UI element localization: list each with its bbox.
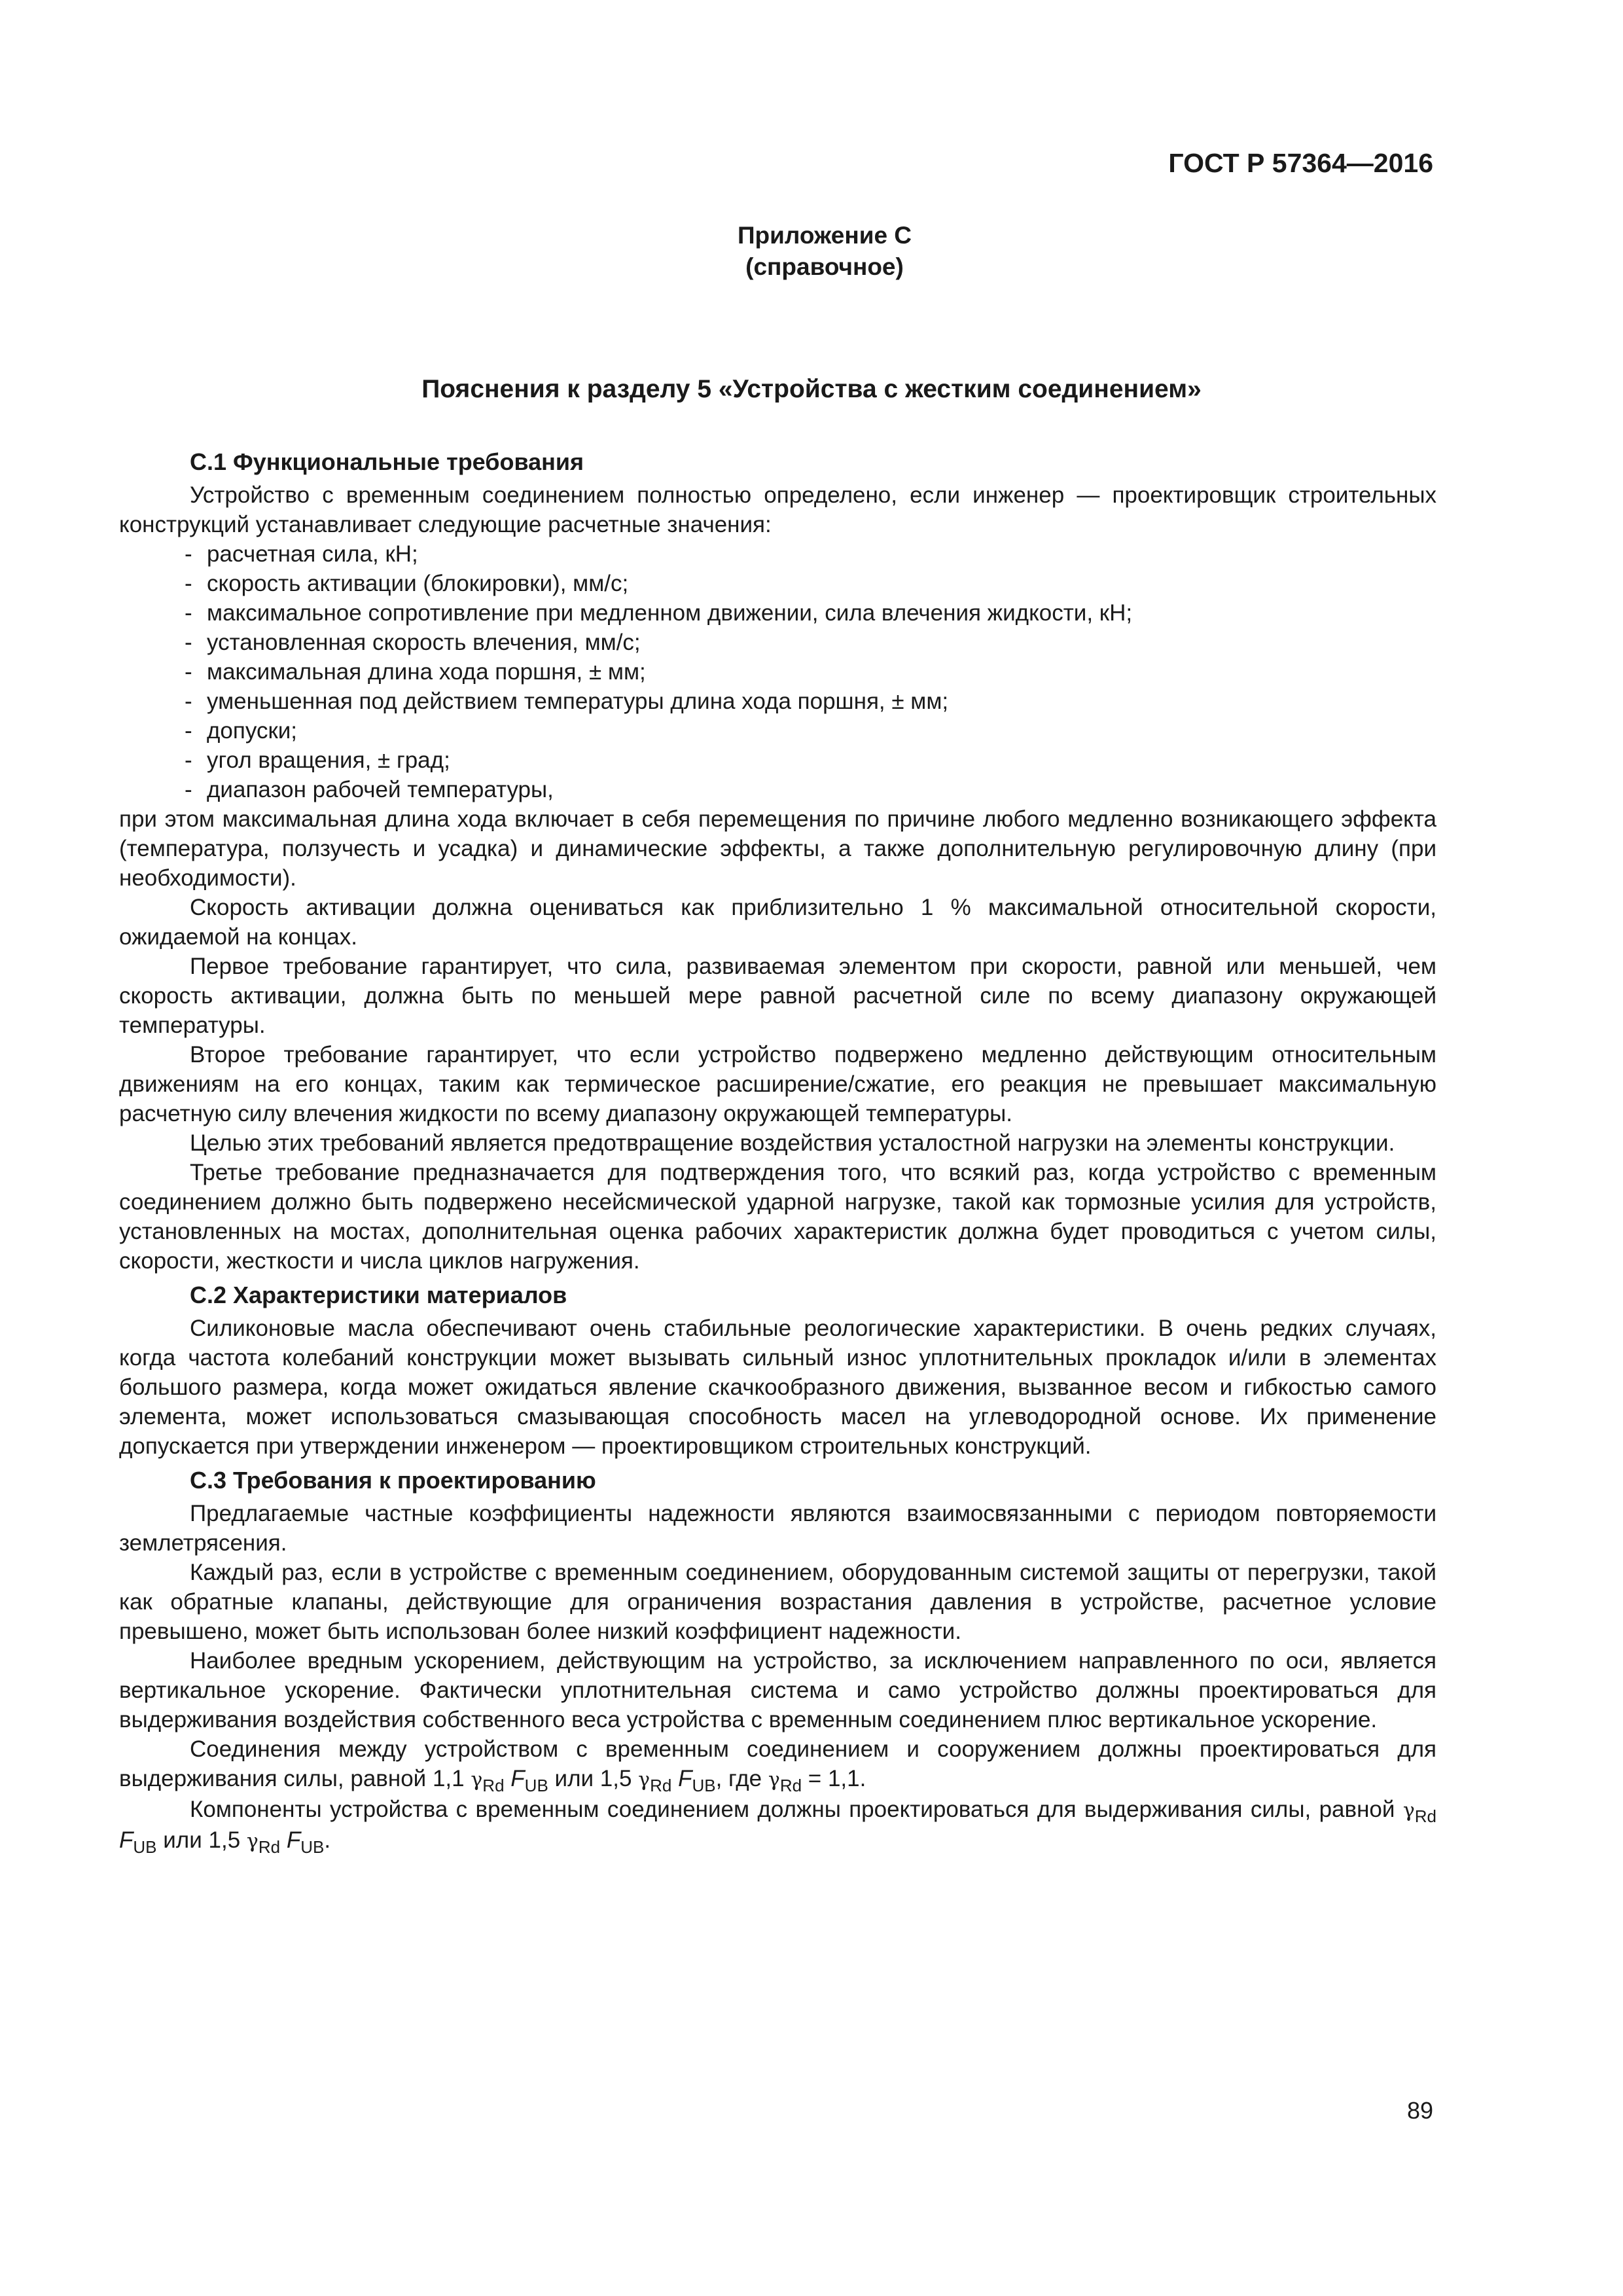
paragraph: Второе требование гарантирует, что если устройство подвержено медленно действующим относительным движениям на его концах, таким как термическое расширение/сжатие, его реакция не превышает максимальную расчетную силу влечения жидкости по всему диапазону окружающей температуры. <box>119 1042 1436 1126</box>
standard-code: ГОСТ Р 57364—2016 <box>1168 148 1433 178</box>
paragraph: Целью этих требований является предотвращение воздействия усталостной нагрузки на элементы конструкции. <box>190 1130 1395 1156</box>
appendix-title: Приложение С <box>737 222 912 249</box>
paragraph: при этом максимальная длина хода включает в себя перемещения по причине любого медленно возникающего эффекта (температура, ползучесть и усадка) и динамические эффекты, а также дополнительную регулировочную длину (при необходимости). <box>119 806 1436 891</box>
section-heading-c1: С.1 Функциональные требования <box>190 448 584 475</box>
paragraph: Третье требование предназначается для подтверждения того, что всякий раз, когда устройство с временным соединением должно быть подвержено несейсмической ударной нагрузке, такой как тормозные усилия для устройств, установленных на мостах, дополнительная оценка рабочих характеристик должна будет проводиться с учетом силы, скорости, жесткости и числа циклов нагружения. <box>119 1160 1436 1274</box>
page-number: 89 <box>1406 2097 1433 2124</box>
formula-paragraph: Соединения между устройством с временным соединением и сооружением должны проектироваться для выдерживания силы, равной 1,1 $\gamma_{Rd}$ $F_{UB}$ или 1,5 $\gamma_{Rd}$ $F_{UB}$, где $\gamma_{Rd} = 1,1$. <box>119 1736 1436 1795</box>
list-item: - диапазон рабочей температуры, <box>185 775 1436 804</box>
list-item: - максимальное сопротивление при медленном движении, сила влечения жидкости, кН; <box>185 598 1436 628</box>
list-item: - расчетная сила, кН; <box>185 539 1436 569</box>
paragraph: Каждый раз, если в устройстве с временным соединением, оборудованным системой защиты от перегрузки, такой как обратные клапаны, действующие для ограничения возрастания давления в устройстве, расчетное условие превышено, может быть использован более низкий коэффициент надежности. <box>119 1560 1436 1644</box>
list-item: - максимальная длина хода поршня, ± мм; <box>185 657 1436 687</box>
document-body <box>119 446 1436 1856</box>
requirements-list <box>119 539 1436 804</box>
formula-paragraph: Компоненты устройства с временным соединением должны проектироваться для выдерживания силы, равной $\gamma_{Rd}$ $F_{UB}$ или 1,5 $\gamma_{Rd}$ $F_{UB}$. <box>119 1797 1437 1857</box>
list-item: - угол вращения, ± град; <box>185 745 1436 775</box>
section-heading-c3: С.3 Требования к проектированию <box>190 1467 596 1494</box>
paragraph: Наиболее вредным ускорением, действующим на устройство, за исключением направленного по оси, является вертикальное ускорение. Фактически уплотнительная система и само устройство должны проектироваться для выдерживания воздействия собственного веса устройства с временным соединением плюс вертикальное ускорение. <box>119 1648 1436 1732</box>
list-item: - скорость активации (блокировки), мм/с; <box>185 569 1436 598</box>
paragraph: Скорость активации должна оцениваться как приблизительно 1 % максимальной относительной скорости, ожидаемой на концах. <box>119 895 1436 950</box>
appendix-heading <box>0 220 1623 283</box>
paragraph: Силиконовые масла обеспечивают очень стабильные реологические характеристики. В очень редких случаях, когда частота колебаний конструкции может вызывать сильный износ уплотнительных прокладок и/или в элементах большого размера, когда может ожидаться явление скачкообразного движения, вызванное весом и гибкостью самого элемента, может использоваться смазывающая способность масел на углеводородной основе. Их применение допускается при утверждении инженером — проектировщиком строительных конструкций. <box>119 1316 1436 1459</box>
list-item: - установленная скорость влечения, мм/с; <box>185 628 1436 657</box>
list-item: - допуски; <box>185 716 1436 745</box>
list-item: - уменьшенная под действием температуры длина хода поршня, ± мм; <box>185 687 1436 716</box>
document-title: Пояснения к разделу 5 «Устройства с жестким соединением» <box>421 375 1202 403</box>
paragraph: Предлагаемые частные коэффициенты надежности являются взаимосвязанными с периодом повторяемости землетрясения. <box>119 1501 1436 1556</box>
appendix-subtitle: (справочное) <box>745 253 904 280</box>
paragraph: Устройство с временным соединением полностью определено, если инженер — проектировщик строительных конструкций устанавливает следующие расчетные значения: <box>119 482 1436 537</box>
paragraph: Первое требование гарантирует, что сила, развиваемая элементом при скорости, равной или меньшей, чем скорость активации, должна быть по меньшей мере равной расчетной силе по всему диапазону окружающей температуры. <box>119 954 1436 1038</box>
section-heading-c2: С.2 Характеристики материалов <box>190 1282 567 1308</box>
